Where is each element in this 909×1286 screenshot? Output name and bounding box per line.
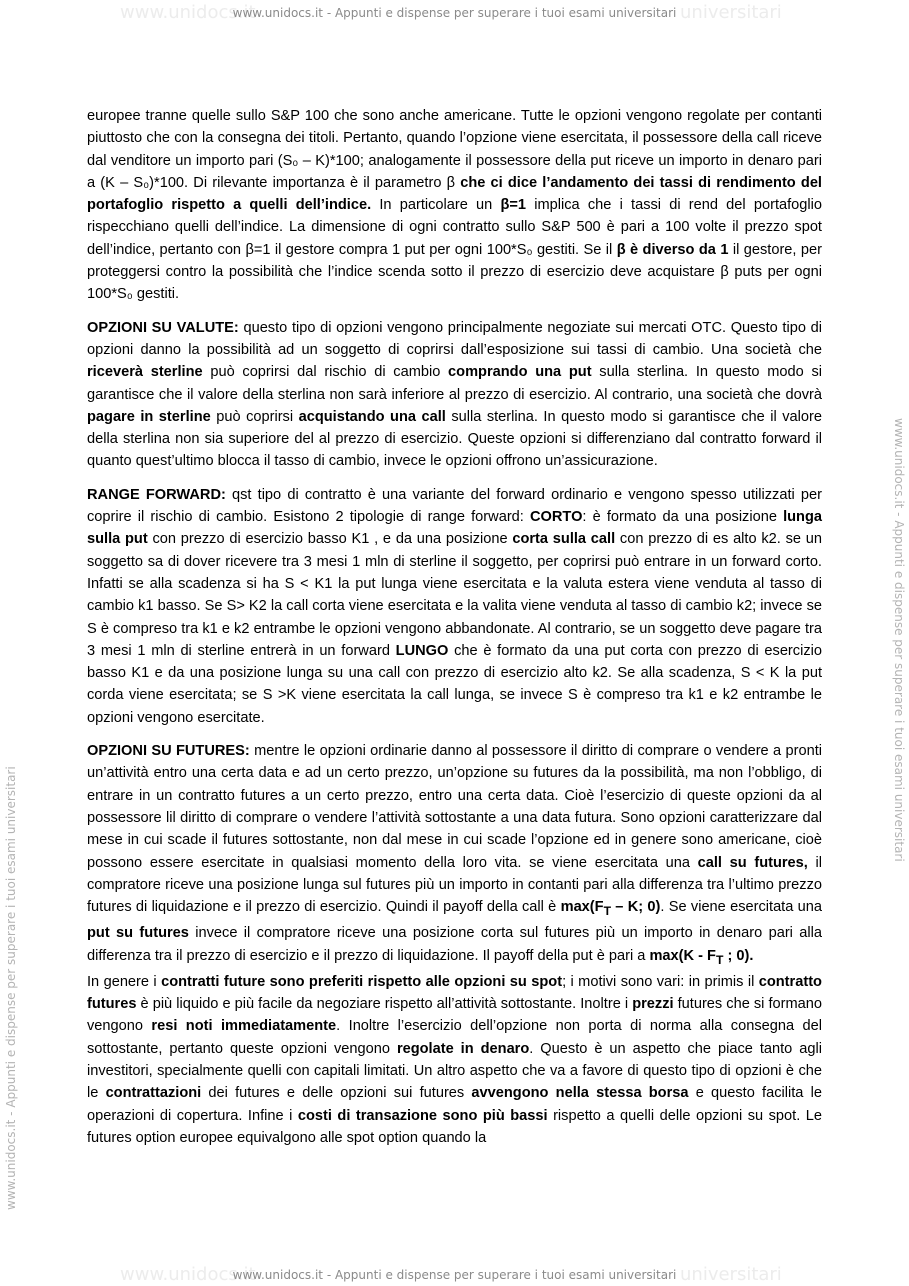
- text-run: con prezzo di esercizio basso K1 , e da una posizione: [147, 531, 513, 548]
- bold-run: regolate in denaro: [396, 1040, 530, 1057]
- section-heading: OPZIONI SU VALUTE:: [87, 319, 239, 336]
- text-run: rispetto a quelli delle opzioni su spot. Le futures option europee equivalgono alle spot option quando la: [87, 1107, 822, 1146]
- text-run: il gestore, per proteggersi contro la possibilità che l’indice scenda sotto il prezzo di esercizio deve acquistare β puts per ogni 100*S₀ gestiti.: [87, 241, 822, 303]
- bold-run: prezzi: [632, 996, 674, 1013]
- text-run: sulla sterlina. In questo modo si garantisce che il valore della sterlina non sia superiore del al prezzo di esercizio. Queste opzioni si differenziano dal contratto forward il quanto quest’ultimo blocca il tasso di cambio, invece le opzioni offrono un’assicurazione.: [87, 408, 822, 470]
- text-run: futures che si formano vengono: [87, 996, 822, 1035]
- paragraph-futures-advantages: [87, 971, 822, 1149]
- text-run: . Se viene esercitata una: [660, 899, 822, 916]
- text-run: invece il compratore riceve una posizione corta sul futures più un importo in denaro pari alla differenza tra il prezzo di esercizio e il prezzo di liquidazione. Il payoff della put è pari a: [87, 925, 822, 964]
- text-run: : è formato da una posizione: [582, 509, 784, 526]
- bold-run: max(F: [560, 899, 604, 916]
- text-run: è più liquido e più facile da negoziare rispetto all’attività sottostante. Inoltre i: [136, 996, 633, 1013]
- text-run: . Inoltre l’esercizio dell’opzione non porta di norma alla consegna del sottostante, pertanto queste opzioni vengono: [87, 1018, 822, 1057]
- header-watermark: www.unidocs.it - Appunti e dispense per superare i tuoi esami universitari: [232, 6, 677, 20]
- section-heading: RANGE FORWARD:: [87, 486, 226, 503]
- bold-run: CORTO: [529, 509, 583, 526]
- paragraph-index-options: [87, 105, 822, 306]
- subscript: T: [715, 952, 724, 967]
- bold-run: che ci dice l’andamento dei tassi di rendimento del portafoglio rispetto a quelli dell’indice.: [87, 174, 822, 214]
- footer-watermark: www.unidocs.it - Appunti e dispense per superare i tuoi esami universitari: [232, 1268, 677, 1282]
- text-run: questo tipo di opzioni vengono principalmente negoziate sui mercati OTC. Questo tipo di opzioni danno la possibilità ad un soggetto di coprirsi dall’esposizione sui tassi di cambio. Una società che: [87, 319, 822, 358]
- paragraph-currency-options: [87, 317, 822, 473]
- text-run: In particolare un: [371, 197, 501, 214]
- text-run: . Questo è un aspetto che piace tanto agli investitori, specialmente quelli con capitali limitati. Un altro aspetto che va a favore di questo tipo di opzioni è che le: [87, 1040, 822, 1102]
- bold-run: put su futures: [87, 925, 189, 942]
- text-run: In genere i: [87, 973, 162, 990]
- paragraph-range-forward: [87, 484, 822, 729]
- bold-run: contrattazioni: [105, 1085, 202, 1102]
- bold-run: avvengono nella stessa borsa: [471, 1085, 689, 1102]
- text-run: il compratore riceve una posizione lunga sul futures più un importo in contanti pari alla differenza tra l’ultimo prezzo futures di liquidazione e il prezzo di esercizio. Quindi il payoff della call è: [87, 854, 823, 916]
- text-run: mentre le opzioni ordinarie danno al possessore il diritto di comprare o vendere a pronti un’attività entro una certa data e ad un certo prezzo, un’opzione su futures da la possibilità, ma non l’obbligo, di entrare in un contratto futures a un certo prezzo, entro una certa data. Cioè l’esercizio di queste opzioni da al possessore lil diritto di comprare o vendere l’attività sottostante a una data futura. Sono opzioni caratterizzare dal mese in cui scade il futures sottostante, non dal mese in cui scade l’opzione ed in genere sono americane, cioè possono essere esercitate in qualsiasi momento della loro vita. se viene esercitata una: [87, 743, 822, 871]
- bold-run: – K; 0): [611, 899, 661, 916]
- bold-run: costi di transazione sono più bassi: [297, 1107, 548, 1124]
- text-run: qst tipo di contratto è una variante del forward ordinario e vengono spesso utilizzati per coprire il rischio di cambio. Esistono 2 tipologie di range forward:: [87, 486, 822, 526]
- bold-run: resi noti immediatamente: [151, 1018, 337, 1035]
- bold-run: ; 0).: [723, 947, 754, 964]
- right-side-watermark: www.unidocs.it - Appunti e dispense per superare i tuoi esami universitari: [892, 418, 906, 862]
- bold-run: contratto futures: [87, 973, 822, 1013]
- bold-run: LUNGO: [395, 642, 449, 659]
- text-run: ; i motivi sono vari: in primis il: [562, 973, 759, 990]
- bold-run: contratti future sono preferiti rispetto alle opzioni su spot: [161, 973, 563, 990]
- document-body: [87, 105, 822, 1160]
- bold-run: corta sulla call: [512, 531, 616, 548]
- bold-run: max(K - F: [649, 947, 716, 964]
- ghost-watermark-left: www.unidocs.it: [120, 2, 256, 23]
- text-run: dei futures e delle opzioni sui futures: [201, 1085, 472, 1102]
- bold-run: pagare in sterline: [87, 408, 211, 425]
- text-run: europee tranne quelle sullo S&P 100 che sono anche americane. Tutte le opzioni vengono regolate per contanti piuttosto che con la consegna dei titoli. Pertanto, quando l’opzione viene esercitata, il possessore della call riceve dal venditore un importo pari (S₀ – K)*100; analogamente il possessore della put riceve un importo in denaro pari a (K – S₀)*100. Di rilevante importanza è il parametro β: [87, 108, 822, 191]
- text-run: con prezzo di es alto k2. se un soggetto sa di dover ricevere tra 3 mesi 1 mln di sterline il soggetto, per coprirsi può entrare in un forward corto. Infatti se alla scadenza si ha S < K1 la put lunga viene esercitata e la valuta estera viene venduta al tasso di cambio k1 basso. Se S> K2 la call corta viene esercitata e la valita viene venduta al tasso di cambio k2; invece se S è compreso tra k1 e k2 entrambe le opzioni vengono abbandonate. Al contrario, se un soggetto deve pagare tra 3 mesi 1 mln di sterline entrerà in un forward: [87, 531, 822, 659]
- bold-run: β è diverso da 1: [616, 241, 729, 258]
- bold-run: riceverà sterline: [87, 364, 203, 381]
- text-run: sulla sterlina. In questo modo si garantisce che il valore della sterlina non sarà inferiore al prezzo di esercizio. Al contrario, una società che dovrà: [87, 364, 822, 403]
- bold-run: call su futures,: [697, 854, 808, 871]
- ghost-watermark-right: universitari: [680, 2, 782, 23]
- bold-run: comprando una put: [448, 364, 592, 381]
- bold-run: acquistando una call: [298, 408, 446, 425]
- left-side-watermark: www.unidocs.it - Appunti e dispense per superare i tuoi esami universitari: [4, 766, 18, 1210]
- text-run: può coprirsi dal rischio di cambio: [202, 364, 449, 381]
- paragraph-futures-options: [87, 740, 822, 971]
- section-heading: OPZIONI SU FUTURES:: [87, 743, 250, 760]
- text-run: che è formato da una put corta con prezzo di esercizio basso K1 e da una posizione lunga su una call con prezzo di esercizio alto k2. Se alla scadenza, S < K la put corda viene esercitata; se S >K viene esercitata la call lunga, se invece S è compreso tra k1 e k2 entrambe le opzioni vengono esercitate.: [87, 642, 822, 726]
- text-run: implica che i tassi di rend del portafoglio rispecchiano quelli dell’indice. La dimensione di ogni contratto sullo S&P 500 è pari a 100 volte il prezzo spot dell’indice, pertanto con β=1 il gestore compra 1 put per ogni 100*S₀ gestiti. Se il: [87, 197, 823, 258]
- subscript: T: [603, 904, 612, 918]
- bold-run: β=1: [500, 197, 527, 214]
- ghost-watermark-left-bottom: www.unidocs.it: [120, 1264, 256, 1285]
- text-run: può coprirsi: [210, 408, 299, 425]
- ghost-watermark-right-bottom: universitari: [680, 1264, 782, 1285]
- text-run: e questo facilita le operazioni di copertura. Infine i: [87, 1085, 822, 1124]
- bold-run: lunga sulla put: [87, 509, 822, 548]
